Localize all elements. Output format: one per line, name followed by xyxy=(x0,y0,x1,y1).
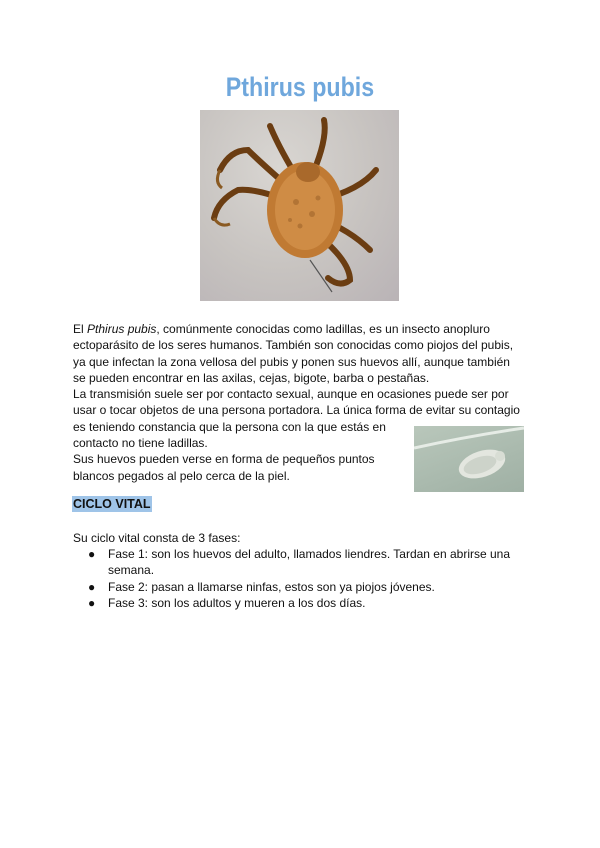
paragraph-line: contacto no tiene ladillas. xyxy=(73,436,208,451)
list-item: ● Fase 2: pasan a llamarse ninfas, estos son ya piojos jóvenes. xyxy=(88,579,435,594)
list-item: ● Fase 1: son los huevos del adulto, llamados liendres. Tardan en abrirse una semana. xyxy=(88,547,511,578)
bullet-icon: ● xyxy=(88,547,96,561)
cycle-intro: Su ciclo vital consta de 3 fases: xyxy=(73,531,241,545)
paragraph-line: Sus huevos pueden verse en forma de pequeños puntos xyxy=(73,452,375,467)
bullet-icon: ● xyxy=(88,595,96,610)
species-name: Pthirus pubis xyxy=(87,322,157,336)
paragraph-line: ya que infectan la zona vellosa del pubis y ponen sus huevos allí, aunque también xyxy=(73,354,510,369)
list-item: ● Fase 3: son los adultos y mueren a los dos días. xyxy=(88,595,366,610)
paragraph-line: El Pthirus pubis, comúnmente conocidas como ladillas, es un insecto anopluro xyxy=(73,322,490,336)
paragraph-line: es teniendo constancia que la persona con la que estás en xyxy=(73,419,386,434)
paragraph-line: ectoparásito de los seres humanos. También son conocidas como piojos del pubis, xyxy=(73,338,514,353)
paragraph-line: usar o tocar objetos de una persona portadora. La única forma de evitar su contagio xyxy=(73,403,520,418)
louse-photo xyxy=(200,110,399,301)
paragraph-line: La transmisión suele ser por contacto sexual, aunque en ocasiones puede ser por xyxy=(73,387,509,402)
bullet-icon: ● xyxy=(88,579,96,594)
egg-photo xyxy=(414,426,524,492)
paragraph-line: blancos pegados al pelo cerca de la piel. xyxy=(73,468,290,483)
section-heading: CICLO VITAL xyxy=(73,497,151,511)
paragraph-line: se pueden encontrar en las axilas, cejas, bigote, barba o pestañas. xyxy=(73,370,430,385)
page-title: Pthirus pubis xyxy=(225,72,375,102)
phase-list xyxy=(88,546,510,611)
